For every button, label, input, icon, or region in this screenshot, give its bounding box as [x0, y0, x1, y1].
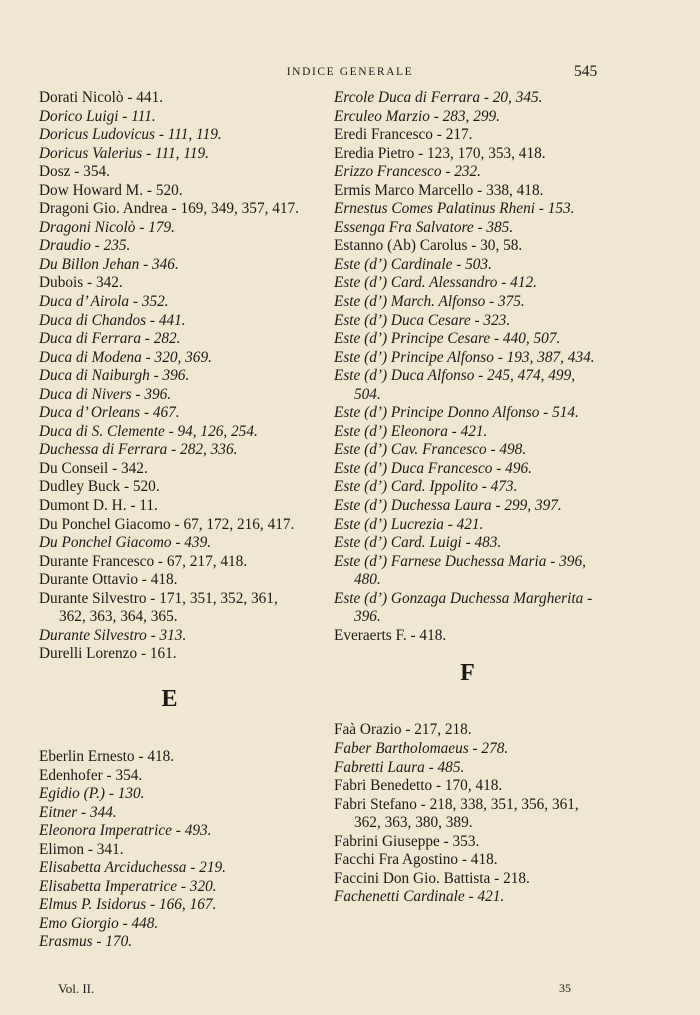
index-entry: Este (d’) Principe Cesare - 440, 507.	[334, 330, 561, 348]
index-entry: Erizzo Francesco - 232.	[334, 163, 482, 181]
index-entry: Elisabetta Arciduchessa - 219.	[39, 859, 226, 877]
index-entry: Este (d’) Duca Alfonso - 245, 474, 499, 504.	[334, 367, 576, 403]
index-entry: Eredia Pietro - 123, 170, 353, 418.	[334, 144, 546, 162]
index-entry: Fabrini Giuseppe - 353.	[334, 832, 480, 850]
index-entry: Faccini Don Gio. Battista - 218.	[334, 869, 530, 887]
index-entry: Duca di S. Clemente - 94, 126, 254.	[39, 422, 258, 440]
index-entry: Dragoni Nicolò - 179.	[39, 218, 175, 236]
index-column-right	[334, 89, 602, 907]
index-entry: Dorati Nicolò - 441.	[39, 89, 164, 106]
index-entry: Doricus Valerius - 111, 119.	[39, 144, 209, 162]
index-entry: Durante Francesco - 67, 217, 418.	[39, 552, 248, 570]
index-entry: Du Conseil - 342.	[39, 459, 148, 477]
index-entry: Faà Orazio - 217, 218.	[334, 721, 472, 739]
index-entry: Edenhofer - 354.	[39, 766, 143, 784]
index-entry: Dubois - 342.	[39, 274, 123, 292]
index-entry: Eitner - 344.	[39, 803, 117, 821]
index-entry: Duca d’ Orleans - 467.	[39, 404, 180, 422]
index-entry: Elisabetta Imperatrice - 320.	[39, 877, 217, 895]
index-entry: Everaerts F. - 418.	[334, 626, 447, 644]
index-entry: Este (d’) March. Alfonso - 375.	[334, 293, 525, 311]
index-entry: Este (d’) Eleonora - 421.	[334, 422, 488, 440]
index-entry: Duca di Chandos - 441.	[39, 311, 186, 329]
index-entry: Eberlin Ernesto - 418.	[39, 747, 175, 765]
index-entry: Este (d’) Duca Francesco - 496.	[334, 459, 532, 477]
index-entry: Ernestus Comes Palatinus Rheni - 153.	[334, 200, 575, 218]
index-entry: Elmus P. Isidorus - 166, 167.	[39, 896, 217, 914]
index-entry: Erculeo Marzio - 283, 299.	[334, 107, 500, 125]
index-entry: Durante Ottavio - 418.	[39, 571, 178, 589]
index-entry: Duchessa di Ferrara - 282, 336.	[39, 441, 238, 459]
index-entry: Durante Silvestro - 171, 351, 352, 361, 362, 363, 364, 365.	[39, 589, 278, 626]
index-entry: Doricus Ludovicus - 111, 119.	[39, 126, 222, 144]
index-entry: Du Ponchel Giacomo - 439.	[39, 534, 212, 552]
index-entry: Durante Silvestro - 313.	[39, 626, 187, 644]
index-entry: Estanno (Ab) Carolus - 30, 58.	[334, 237, 523, 255]
index-entry: Dragoni Gio. Andrea - 169, 349, 357, 417.	[39, 200, 300, 218]
index-entry: Duca di Naiburgh - 396.	[39, 367, 190, 385]
index-entry: Fabri Stefano - 218, 338, 351, 356, 361, 362, 363, 380, 389.	[334, 795, 579, 832]
index-entry: Este (d’) Lucrezia - 421.	[334, 515, 484, 533]
index-entry: Du Ponchel Giacomo - 67, 172, 216, 417.	[39, 515, 295, 533]
index-entry: Dudley Buck - 520.	[39, 478, 160, 496]
index-entry: Durelli Lorenzo - 161.	[39, 645, 177, 663]
index-entry: Ercole Duca di Ferrara - 20, 345.	[334, 89, 543, 106]
index-entry: Este (d’) Cardinale - 503.	[334, 255, 492, 273]
index-entry: Draudio - 235.	[39, 237, 131, 255]
index-entry: Este (d’) Duca Cesare - 323.	[334, 311, 511, 329]
index-entry: Facchi Fra Agostino - 418.	[334, 851, 498, 869]
index-entry: Este (d’) Cav. Francesco - 498.	[334, 441, 527, 459]
index-entry: Este (d’) Duchessa Laura - 299, 397.	[334, 497, 562, 515]
index-entry: Emo Giorgio - 448.	[39, 914, 159, 932]
index-entry: Dosz - 354.	[39, 163, 110, 181]
volume-label: Vol. II.	[58, 981, 95, 996]
index-entry: Duca di Ferrara - 282.	[39, 330, 181, 348]
index-entry: Este (d’) Principe Alfonso - 193, 387, 434.	[334, 348, 595, 366]
index-entry: Duca di Nivers - 396.	[39, 385, 172, 403]
index-entry: Eredi Francesco - 217.	[334, 126, 473, 144]
index-entry: Elimon - 341.	[39, 840, 124, 858]
index-entry: Egidio (P.) - 130.	[39, 785, 145, 803]
index-entry: Du Billon Jehan - 346.	[39, 255, 179, 273]
index-entry: Faber Bartholomaeus - 278.	[334, 739, 509, 757]
index-entry: Este (d’) Farnese Duchessa Maria - 396, 480.	[334, 552, 586, 589]
index-entry: Ermis Marco Marcello - 338, 418.	[334, 181, 544, 199]
index-entry: Este (d’) Card. Ippolito - 473.	[334, 478, 518, 496]
index-entry: Erasmus - 170.	[39, 933, 133, 951]
index-entry: Dow Howard M. - 520.	[39, 181, 183, 199]
index-entry: Fachenetti Cardinale - 421.	[334, 888, 505, 906]
index-entry: Dumont D. H. - 11.	[39, 497, 158, 515]
index-entry: Eleonora Imperatrice - 493.	[39, 822, 212, 840]
index-entry: Dorico Luigi - 111.	[39, 107, 156, 125]
index-entry: Duca di Modena - 320, 369.	[39, 348, 212, 366]
section-letter-heading: F	[460, 660, 476, 687]
index-column-left	[39, 89, 301, 952]
index-entry: Este (d’) Principe Donno Alfonso - 514.	[334, 404, 579, 422]
index-entry: Este (d’) Card. Luigi - 483.	[334, 534, 502, 552]
index-entry: Este (d’) Gonzaga Duchessa Margherita - 396.	[334, 589, 593, 626]
index-entry: Fabretti Laura - 485.	[334, 758, 465, 776]
index-entry: Duca d’ Airola - 352.	[39, 293, 169, 311]
signature-mark: 35	[559, 981, 571, 995]
index-entry: Este (d’) Card. Alessandro - 412.	[334, 274, 537, 292]
section-letter-heading: E	[161, 685, 179, 712]
page-number: 545	[574, 63, 598, 80]
index-entry: Fabri Benedetto - 170, 418.	[334, 777, 503, 795]
running-header: INDICE GENERALE	[286, 66, 414, 78]
index-entry: Essenga Fra Salvatore - 385.	[334, 218, 514, 236]
